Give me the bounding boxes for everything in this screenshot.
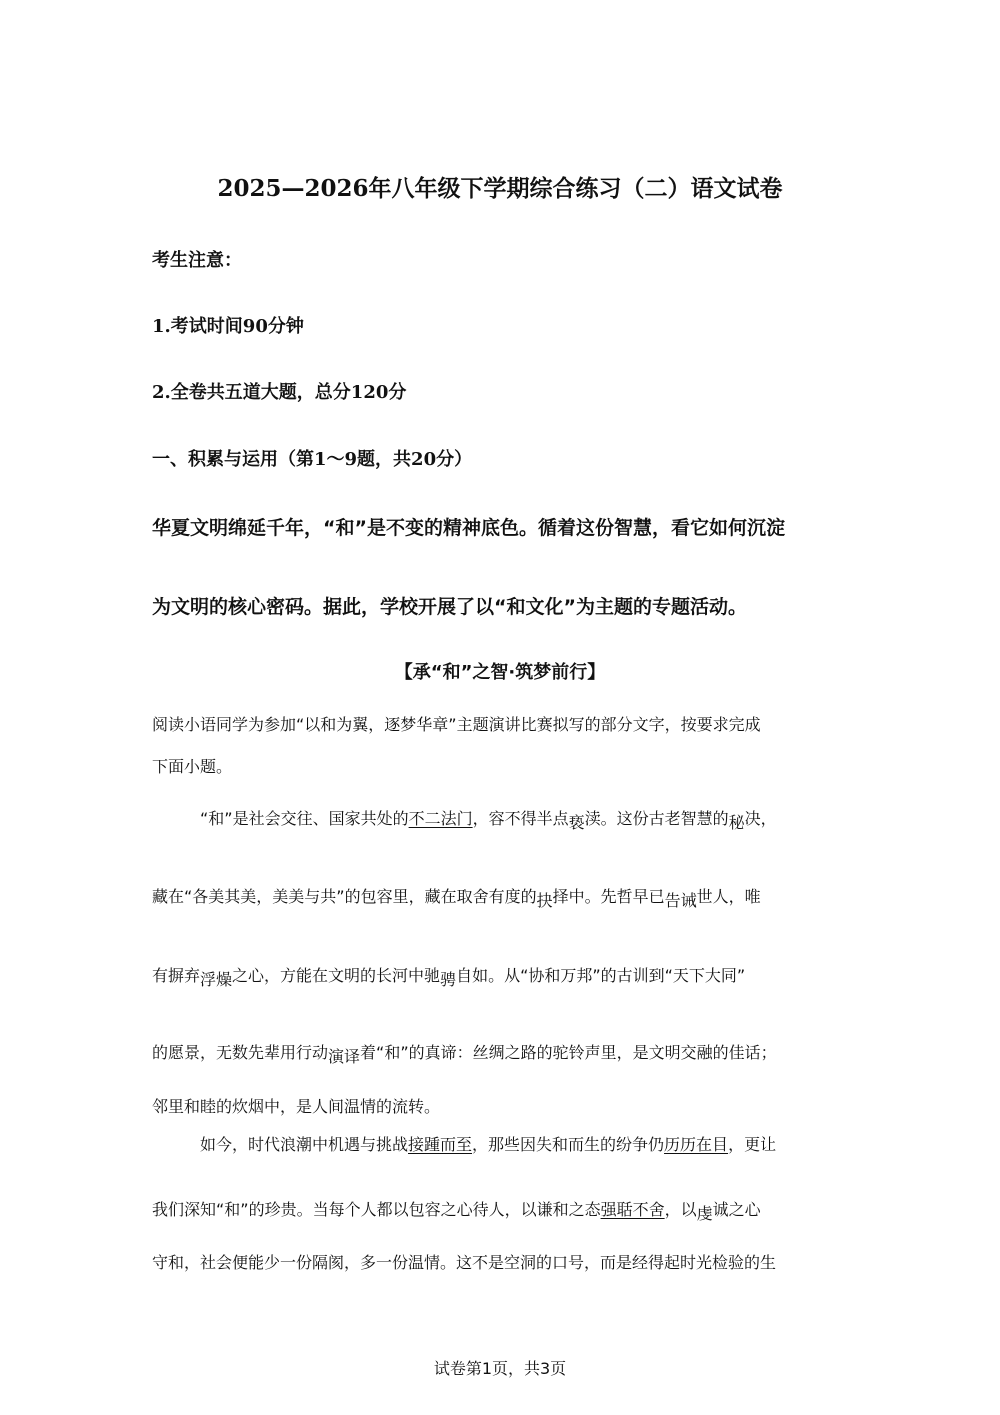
- section-intro-line: 为文明的核心密码。据此，学校开展了以“和文化”为主题的专题活动。: [152, 596, 747, 618]
- underlined-phrase: 不二法门: [408, 809, 473, 828]
- activity-subtitle: 【承“和”之智·筑梦前行】: [394, 662, 606, 683]
- marked-char: 亵: [568, 813, 585, 832]
- instruction-line: 阅读小语同学为参加“以和为翼，逐梦华章”主题演讲比赛拟写的部分文字，按要求完成: [152, 715, 761, 734]
- section-intro-line: 华夏文明绵延千年，“和”是不变的精神底色。循着这份智慧，看它如何沉淀: [152, 517, 785, 539]
- underlined-phrase: 强聒不舍: [600, 1200, 665, 1219]
- marked-char: 虔: [696, 1204, 713, 1223]
- marked-char: 抉: [536, 891, 553, 910]
- marked-word: 演译: [328, 1047, 361, 1066]
- instruction-line: 下面小题。: [152, 757, 233, 776]
- passage-line: 我们深知“和”的珍贵。当每个人都以包容之心待人，以谦和之态强聒不舍，以虔诚之心: [152, 1200, 761, 1223]
- notice-item-score: 2.全卷共五道大题，总分120分: [152, 382, 407, 403]
- exam-title: 2025—2026年八年级下学期综合练习（二）语文试卷: [217, 175, 783, 202]
- marked-word: 告诫: [664, 891, 697, 910]
- notice-heading: 考生注意：: [152, 250, 242, 271]
- passage-line: 如今，时代浪潮中机遇与挑战接踵而至，那些因失和而生的纷争仍历历在目，更让: [200, 1135, 777, 1154]
- marked-char: 秘: [728, 813, 745, 832]
- underlined-phrase: 接踵而至: [408, 1135, 473, 1154]
- passage-line: “和”是社会交往、国家共处的不二法门，容不得半点亵渎。这份古老智慧的秘决，: [200, 809, 777, 832]
- page-footer: 试卷第1页，共3页: [433, 1359, 567, 1378]
- passage-line: 有摒弃浮燥之心，方能在文明的长河中驰骋自如。从“协和万邦”的古训到“天下大同”: [152, 966, 746, 989]
- section-heading: 一、积累与运用（第1～9题，共20分）: [152, 449, 473, 470]
- passage-line: 藏在“各美其美，美美与共”的包容里，藏在取舍有度的抉择中。先哲早已告诫世人，唯: [152, 887, 761, 910]
- passage-line: 守和，社会便能少一份隔阂，多一份温情。这不是空洞的口号，而是经得起时光检验的生: [152, 1253, 777, 1272]
- passage-line: 的愿景，无数先辈用行动演译着“和”的真谛：丝绸之路的驼铃声里，是文明交融的佳话；: [152, 1043, 777, 1066]
- passage-line: 邻里和睦的炊烟中，是人间温情的流转。: [152, 1097, 441, 1116]
- notice-item-time: 1.考试时间90分钟: [152, 316, 304, 337]
- marked-word: 浮燥: [200, 970, 233, 989]
- underlined-phrase: 历历在目: [664, 1135, 729, 1154]
- marked-char: 骋: [440, 970, 457, 989]
